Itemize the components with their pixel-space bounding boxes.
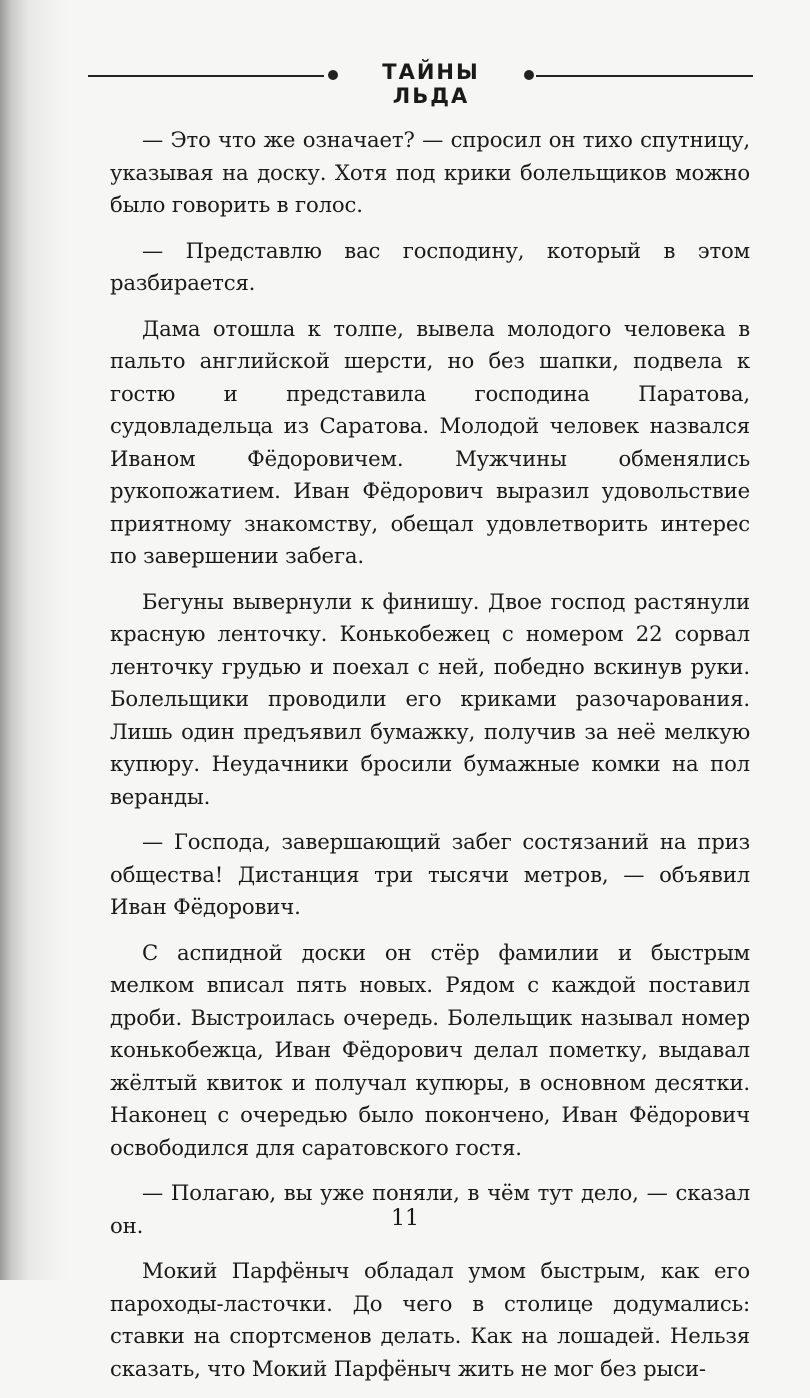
header-rule-left	[88, 75, 324, 77]
header-dot-right	[524, 70, 534, 80]
paragraph: — Представлю вас господину, который в этом разбирается.	[110, 237, 750, 295]
running-header	[88, 58, 753, 108]
header-rule-right	[536, 75, 753, 77]
header-dot-left	[328, 70, 338, 80]
book-spine-shadow	[0, 0, 28, 1280]
paragraph: Мокий Парфёныч обладал умом быстрым, как его пароходы-ласточки. До чего в столице додумались: ставки на спортсменов делать. Как на лошадей. Нельзя сказать, что Мокий Парфёныч жить не мог без рыси-	[110, 1258, 750, 1381]
page-gutter-shade	[28, 0, 68, 1280]
paragraph: — Это что же означает? — спросил он тихо спутницу, указывая на доску. Хотя под крики болельщиков можно было говорить в голос.	[110, 127, 750, 217]
paragraph: Дама отошла к толпе, вывела молодого человека в пальто английской шерсти, но без шапки, подвела к гостю и представила господина Паратова, судовладельца из Саратова. Молодой человек назвался Иваном Фёдоровичем. Мужчины обменялись рукопожатием. Иван Фёдорович выразил удовольствие приятному знакомству, обещал удовлетворить интерес по завершении забега.	[110, 315, 750, 568]
running-title: ТАЙНЫ ЛЬДА	[382, 60, 480, 108]
paragraph: С аспидной доски он стёр фамилии и быстрым мелком вписал пять новых. Рядом с каждой поставил дроби. Выстроилась очередь. Болельщик называл номер конькобежца, Иван Фёдорович делал пометку, выдавал жёлтый квиток и получал купюры, в основном десятки. Наконец с очередью было покончено, Иван Фёдорович освободился для саратовского гостя.	[110, 939, 750, 1160]
page-number: 11	[391, 1206, 419, 1231]
paragraph: — Господа, завершающий забег состязаний на приз общества! Дистанция три тысячи метров, — объявил Иван Фёдорович.	[110, 829, 750, 919]
paragraph: — Полагаю, вы уже поняли, в чём тут дело, — сказал он.	[110, 1180, 750, 1238]
paragraph: Бегуны вывернули к финишу. Двое господ растянули красную ленточку. Конькобежец с номером 22 сорвал ленточку грудью и поехал с ней, победно вскинув руки. Болельщики проводили его криками разочарования. Лишь один предъявил бумажку, получив за неё мелкую купюру. Неудачники бросили бумажные комки на пол веранды.	[110, 588, 750, 809]
